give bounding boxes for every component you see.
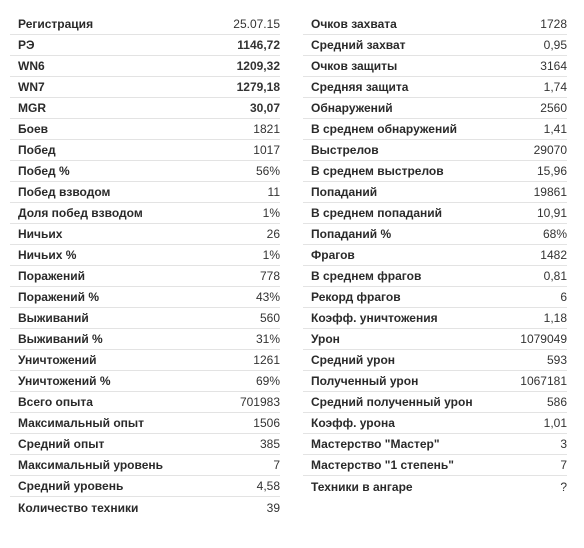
stat-value: 43%	[255, 290, 280, 304]
stat-row	[10, 245, 280, 266]
stat-value: 778	[259, 269, 280, 283]
stat-value: 701983	[239, 395, 280, 409]
stat-value: 1821	[253, 122, 280, 136]
stat-label: Уничтожений	[18, 353, 97, 367]
stat-label: Средний захват	[311, 38, 406, 52]
stat-row	[303, 35, 567, 56]
stat-row	[303, 455, 567, 476]
stat-value: 3164	[540, 59, 567, 73]
stat-row	[10, 35, 280, 56]
stat-row	[10, 350, 280, 371]
stat-row	[303, 287, 567, 308]
stat-row	[10, 140, 280, 161]
stat-value: 1%	[262, 248, 280, 262]
stat-label: РЭ	[18, 38, 35, 52]
stat-label: Попаданий	[311, 185, 378, 199]
stat-label: Максимальный опыт	[18, 416, 145, 430]
stat-label: Средний опыт	[18, 437, 105, 451]
stat-row	[10, 287, 280, 308]
stat-row	[303, 203, 567, 224]
stat-value: 4,58	[256, 479, 280, 493]
stat-row	[10, 308, 280, 329]
stat-row	[303, 392, 567, 413]
stat-value: 593	[546, 353, 567, 367]
stat-value: 1,41	[543, 122, 567, 136]
stat-row	[10, 476, 280, 497]
stat-label: Максимальный уровень	[18, 458, 164, 472]
stat-row	[10, 497, 280, 518]
stat-value: 560	[259, 311, 280, 325]
stat-label: Обнаружений	[311, 101, 393, 115]
stat-row	[10, 182, 280, 203]
stat-label: Попаданий %	[311, 227, 392, 241]
stat-row	[10, 434, 280, 455]
stat-value: 385	[259, 437, 280, 451]
stat-row	[303, 245, 567, 266]
stat-value: 31%	[255, 332, 280, 346]
stats-column-left	[10, 14, 280, 518]
stat-label: В среднем выстрелов	[311, 164, 444, 178]
stat-label: В среднем фрагов	[311, 269, 422, 283]
stat-label: Побед %	[18, 164, 70, 178]
stat-label: Средний уровень	[18, 479, 124, 493]
stat-row	[10, 119, 280, 140]
stat-label: Ничьих %	[18, 248, 77, 262]
stat-value: 2560	[540, 101, 567, 115]
stat-row	[10, 224, 280, 245]
stat-value: 1017	[253, 143, 280, 157]
stat-value: 10,91	[536, 206, 567, 220]
stat-row	[10, 14, 280, 35]
stat-value: 1%	[262, 206, 280, 220]
stat-row	[303, 224, 567, 245]
stats-column-right	[303, 14, 567, 497]
stat-label: Уничтожений %	[18, 374, 111, 388]
stat-label: Побед	[18, 143, 56, 157]
stat-label: Поражений	[18, 269, 85, 283]
stat-row	[303, 266, 567, 287]
stat-label: Выстрелов	[311, 143, 379, 157]
stat-row	[303, 140, 567, 161]
stat-row	[303, 182, 567, 203]
stat-row	[10, 392, 280, 413]
stat-label: Выживаний %	[18, 332, 103, 346]
stat-value: 7	[273, 458, 280, 472]
stat-row	[10, 77, 280, 98]
stat-value: 1,01	[543, 416, 567, 430]
stat-label: Побед взводом	[18, 185, 111, 199]
stat-label: Доля побед взводом	[18, 206, 143, 220]
stat-label: Средний урон	[311, 353, 396, 367]
stat-value: 11	[267, 185, 280, 199]
stat-label: Средняя защита	[311, 80, 409, 94]
stat-value: 1279,18	[236, 80, 280, 94]
stat-value: 1261	[253, 353, 280, 367]
stat-label: Выживаний	[18, 311, 89, 325]
stat-value: 26	[266, 227, 280, 241]
stat-row	[303, 371, 567, 392]
stat-row	[10, 56, 280, 77]
stat-label: Полученный урон	[311, 374, 419, 388]
stat-label: Коэфф. уничтожения	[311, 311, 438, 325]
stat-row	[303, 119, 567, 140]
stat-row	[303, 161, 567, 182]
stat-label: Рекорд фрагов	[311, 290, 401, 304]
stat-row	[303, 14, 567, 35]
stat-label: WN6	[18, 59, 45, 73]
stat-row	[303, 308, 567, 329]
stat-label: Урон	[311, 332, 340, 346]
stat-row	[303, 77, 567, 98]
stat-label: WN7	[18, 80, 45, 94]
stat-value: 1506	[253, 416, 280, 430]
stat-label: Количество техники	[18, 500, 139, 515]
stat-row	[303, 98, 567, 119]
stat-label: Фрагов	[311, 248, 355, 262]
stat-value: 6	[560, 290, 567, 304]
stat-label: Поражений %	[18, 290, 99, 304]
stat-label: Всего опыта	[18, 395, 93, 409]
stat-label: Боев	[18, 122, 49, 136]
stat-value: 1728	[540, 17, 567, 31]
stat-value: 3	[560, 437, 567, 451]
stat-value: 15,96	[536, 164, 567, 178]
stat-row	[10, 455, 280, 476]
stat-value: 25.07.15	[233, 17, 280, 31]
stat-value: 29070	[533, 143, 567, 157]
stat-value: 1,74	[543, 80, 567, 94]
stat-value: 19861	[533, 185, 567, 199]
stat-row	[303, 413, 567, 434]
stat-row	[303, 434, 567, 455]
stat-value: 68%	[542, 227, 567, 241]
stat-row	[10, 161, 280, 182]
stat-label: В среднем попаданий	[311, 206, 443, 220]
stat-row	[303, 350, 567, 371]
stat-label: MGR	[18, 101, 46, 115]
stat-value: 1482	[540, 248, 567, 262]
stat-value: 586	[546, 395, 567, 409]
stat-value: ?	[560, 479, 567, 494]
stat-row	[10, 329, 280, 350]
stat-row	[10, 413, 280, 434]
stat-value: 1,18	[543, 311, 567, 325]
stat-value: 69%	[255, 374, 280, 388]
stat-label: Очков захвата	[311, 17, 397, 31]
stat-label: Ничьих	[18, 227, 63, 241]
stat-value: 1067181	[520, 374, 567, 388]
stat-label: Мастерство "1 степень"	[311, 458, 454, 472]
stat-row	[10, 98, 280, 119]
stat-row	[10, 203, 280, 224]
stat-row	[10, 371, 280, 392]
stat-value: 56%	[255, 164, 280, 178]
stat-label: Мастерство "Мастер"	[311, 437, 440, 451]
stat-label: В среднем обнаружений	[311, 122, 457, 136]
stat-value: 7	[560, 458, 567, 472]
stat-label: Коэфф. урона	[311, 416, 395, 430]
stat-value: 0,81	[543, 269, 567, 283]
stat-value: 1146,72	[237, 38, 280, 52]
stat-row	[303, 56, 567, 77]
stat-label: Регистрация	[18, 17, 94, 31]
stat-row	[10, 266, 280, 287]
stat-label: Средний полученный урон	[311, 395, 473, 409]
stat-value: 39	[266, 500, 280, 515]
stat-row	[303, 329, 567, 350]
stat-label: Техники в ангаре	[311, 479, 413, 494]
stat-value: 1079049	[520, 332, 567, 346]
stat-value: 1209,32	[236, 59, 280, 73]
stat-value: 0,95	[543, 38, 567, 52]
stat-row	[303, 476, 567, 497]
stat-value: 30,07	[249, 101, 280, 115]
stat-label: Очков защиты	[311, 59, 398, 73]
